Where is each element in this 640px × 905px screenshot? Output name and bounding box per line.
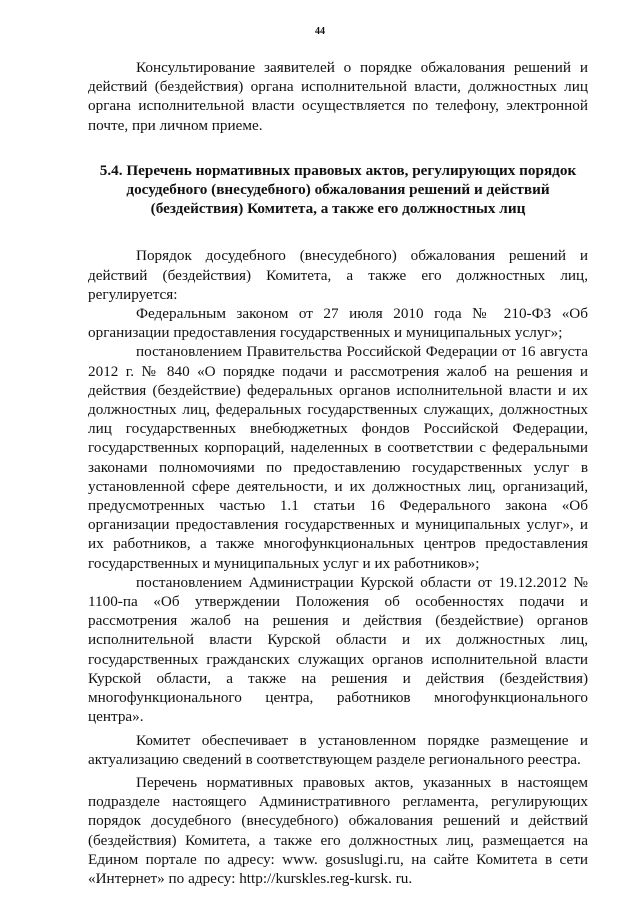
- section-heading: 5.4. Перечень нормативных правовых актов, регулирующих порядок досудебного (внесудебного) обжалования решений и действий (бездействия) Комитета, а также его должностных лиц: [99, 161, 577, 218]
- page-number: 44: [315, 26, 325, 37]
- paragraph-regulation-intro: Порядок досудебного (внесудебного) обжалования решений и действий (бездействия) Комитета, а также его должностных лиц, регулируется:: [88, 247, 588, 303]
- paragraph-government-decree: постановлением Правительства Российской Федерации от 16 августа 2012 г. № 840 «О порядке подачи и рассмотрения жалоб на решения и действия (бездействие) федеральных органов исполнительной власти и их должностных лиц, федеральных государственных служащих, должностных лиц государственных внебюджетных фондов Российской Федерации, государственных корпораций, наделенных в соответствии с федеральными законами полномочиями по предоставлению государственных услуг в установленной сфере деятельности, и их должностных лиц, организаций, предусмотренных частью 1.1 статьи 16 Федерального закона «Об организации предоставления государственных и муниципальных услуг», и их работников, а также многофункциональных центров предоставления государственных и муниципальных услуг и их работников»;: [88, 343, 588, 572]
- paragraph-committee-registry: Комитет обеспечивает в установленном порядке размещение и актуализацию сведений в соответствующем разделе регионального реестра.: [88, 731, 588, 768]
- document-body: [88, 58, 588, 888]
- paragraph-publication: Перечень нормативных правовых актов, указанных в настоящем подразделе настоящего Административного регламента, регулирующих порядок досудебного (внесудебного) обжалования решений и действий (бездействия) Комитета, а также его должностных лиц, размещается на Едином портале по адресу: www. gosuslugi.ru, на сайте Комитета в сети «Интернет» по адресу: http://kurskles.reg-kursk. ru.: [88, 773, 588, 887]
- intro-paragraph: Консультирование заявителей о порядке обжалования решений и действий (бездействия) органа исполнительной власти, должностных лиц органа исполнительной власти осуществляется по телефону, электронной почте, при личном приеме.: [88, 59, 588, 134]
- paragraph-kursk-decree: постановлением Администрации Курской области от 19.12.2012 № 1100-па «Об утверждении Положения об особенностях подачи и рассмотрения жалоб на решения и действия (бездействие) органов исполнительной власти Курской области и их должностных лиц, государственных гражданских служащих органов исполнительной власти Курской области, а также на решения и действия (бездействия) многофункционального центра, работников многофункционального центра».: [88, 573, 588, 726]
- paragraph-federal-law: Федеральным законом от 27 июля 2010 года № 210-ФЗ «Об организации предоставления государственных и муниципальных услуг»;: [88, 305, 588, 342]
